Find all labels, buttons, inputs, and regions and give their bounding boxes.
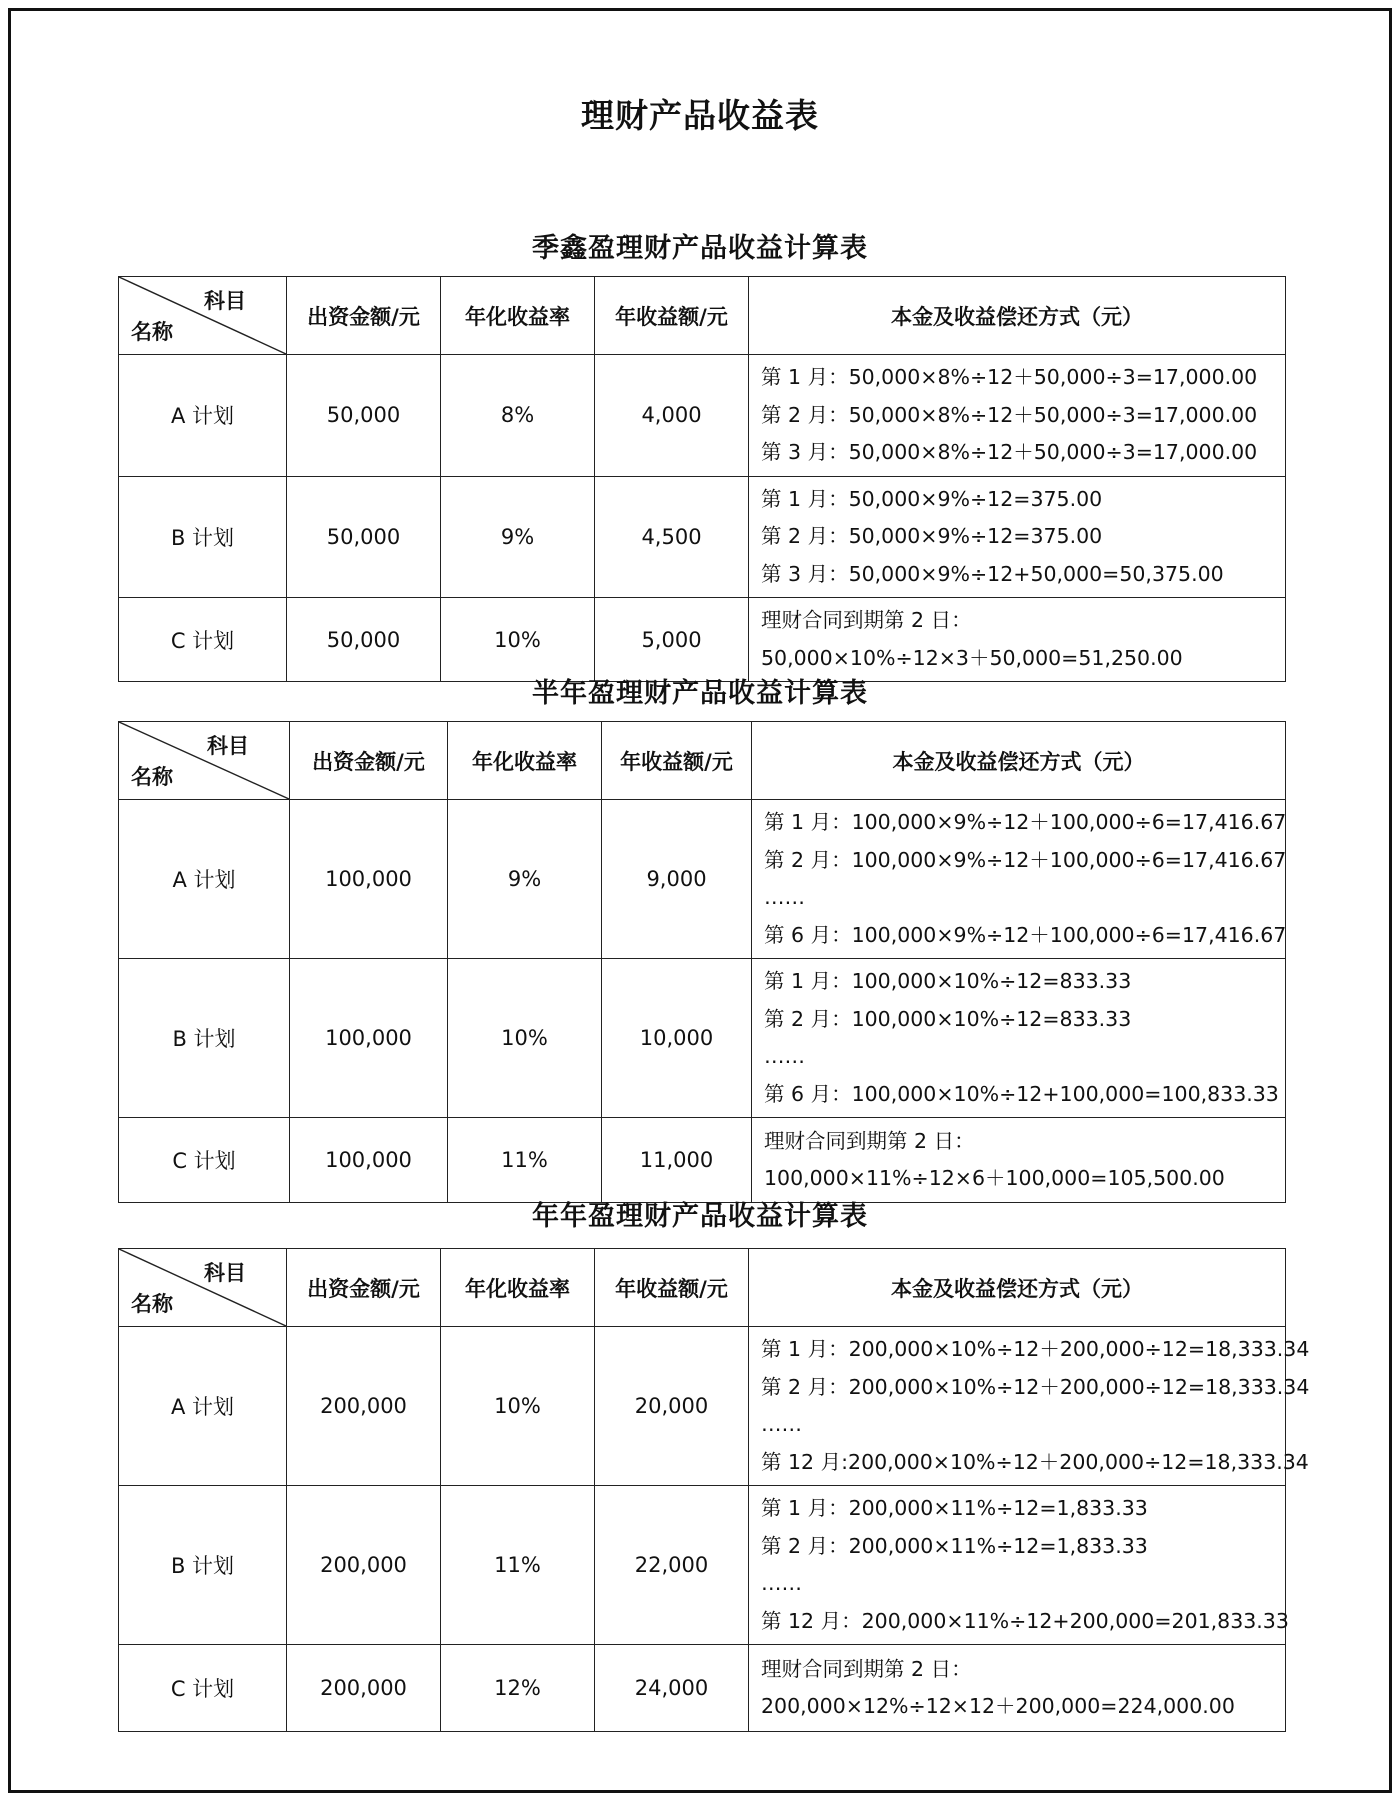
rate-cell: 10% [448,959,602,1118]
table-row [119,355,1286,477]
plan-name: C 计划 [119,1645,287,1732]
header-amount: 出资金额/元 [287,1249,441,1327]
method-line: 第 1 月：100,000×9%÷12＋100,000÷6=17,416.67 [764,810,1287,834]
header-kemu: 科目 [204,1261,246,1285]
rate-cell: 9% [448,800,602,959]
method-line: 理财合同到期第 2 日： [761,608,972,632]
rate-cell: 11% [441,1486,595,1645]
method-line: 第 2 月：200,000×10%÷12＋200,000÷12=18,333.34 [761,1374,1310,1399]
table-row [119,1327,1286,1486]
plan-name: C 计划 [119,598,287,682]
yearly-table [118,1248,1310,1732]
amount-cell: 100,000 [290,800,448,959]
header-amount: 出资金额/元 [287,277,441,355]
header-rate: 年化收益率 [441,1249,595,1327]
income-cell: 4,000 [595,355,749,477]
rate-cell: 8% [441,355,595,477]
amount-cell: 100,000 [290,1118,448,1203]
plan-name: A 计划 [119,355,287,477]
income-cell: 22,000 [595,1486,749,1645]
table-header-row [119,277,1286,355]
method-cell [749,1486,1289,1645]
method-line: 理财合同到期第 2 日： [764,1128,975,1153]
rate-cell: 11% [448,1118,602,1203]
header-rate: 年化收益率 [441,277,595,355]
method-line: 第 1 月：50,000×9%÷12=375.00 [761,486,1103,511]
table-row [119,476,1286,598]
method-line: 第 2 月：50,000×9%÷12=375.00 [761,524,1103,548]
method-cell [752,959,1286,1118]
method-line: 第 2 月：50,000×8%÷12＋50,000÷3=17,000.00 [761,402,1258,427]
plan-name: A 计划 [119,800,290,959]
header-method: 本金及收益偿还方式（元） [749,1249,1286,1327]
header-income: 年收益额/元 [602,722,752,800]
rate-cell: 9% [441,476,595,598]
diagonal-header-cell [119,722,290,800]
table-row [119,959,1286,1118]
header-income: 年收益额/元 [595,277,749,355]
method-line: 第 2 月：100,000×9%÷12＋100,000÷6=17,416.67 [764,847,1287,872]
method-line: 第 1 月：200,000×10%÷12＋200,000÷12=18,333.34 [761,1337,1310,1361]
method-cell [749,476,1286,598]
table-row [119,1645,1286,1732]
header-income: 年收益额/元 [595,1249,749,1327]
quarterly-table [118,276,1286,682]
header-kemu: 科目 [204,289,246,313]
amount-cell: 200,000 [287,1327,441,1486]
method-line: 第 2 月：200,000×11%÷12=1,833.33 [761,1533,1148,1558]
header-kemu: 科目 [207,734,249,758]
table-header-row [119,1249,1286,1327]
method-line: 第 1 月：50,000×8%÷12＋50,000÷3=17,000.00 [761,365,1258,389]
header-mingcheng: 名称 [131,1292,173,1316]
method-cell [749,598,1286,682]
income-cell: 24,000 [595,1645,749,1732]
table-title-halfyear: 半年盈理财产品收益计算表 [532,678,868,709]
plan-name: A 计划 [119,1327,287,1486]
plan-name: B 计划 [119,476,287,598]
method-cell [752,1118,1286,1203]
method-line: 第 3 月：50,000×9%÷12+50,000=50,375.00 [761,561,1224,586]
table-row [119,598,1286,682]
method-line: 第 2 月：100,000×10%÷12=833.33 [764,1006,1132,1031]
method-line: …… [761,1571,802,1595]
method-line: 第 12 月:200,000×10%÷12＋200,000÷12=18,333.34 [761,1449,1309,1474]
halfyear-table [118,721,1286,1203]
method-line: 200,000×12%÷12×12＋200,000=224,000.00 [761,1694,1235,1718]
method-line: 第 6 月：100,000×10%÷12+100,000=100,833.33 [764,1081,1279,1106]
income-cell: 4,500 [595,476,749,598]
method-line: 第 12 月：200,000×11%÷12+200,000=201,833.33 [761,1608,1289,1633]
method-line: 100,000×11%÷12×6＋100,000=105,500.00 [764,1166,1225,1190]
income-cell: 10,000 [602,959,752,1118]
table-row [119,800,1286,959]
method-line: 第 3 月：50,000×8%÷12＋50,000÷3=17,000.00 [761,440,1258,464]
plan-name: C 计划 [119,1118,290,1203]
method-line: …… [764,1044,805,1068]
method-cell [749,1327,1310,1486]
amount-cell: 200,000 [287,1486,441,1645]
method-line: 第 6 月：100,000×9%÷12＋100,000÷6=17,416.67 [764,922,1287,947]
diagonal-header-cell [119,277,287,355]
amount-cell: 50,000 [287,476,441,598]
method-cell [749,355,1286,477]
amount-cell: 200,000 [287,1645,441,1732]
method-cell [752,800,1286,959]
income-cell: 11,000 [602,1118,752,1203]
rate-cell: 12% [441,1645,595,1732]
header-method: 本金及收益偿还方式（元） [752,722,1286,800]
method-line: 第 1 月：200,000×11%÷12=1,833.33 [761,1496,1148,1520]
method-line: …… [764,885,805,909]
amount-cell: 50,000 [287,355,441,477]
method-line: 50,000×10%÷12×3＋50,000=51,250.00 [761,645,1183,670]
table-title-yearly: 年年盈理财产品收益计算表 [532,1201,868,1232]
table-title-quarterly: 季鑫盈理财产品收益计算表 [532,233,868,264]
rate-cell: 10% [441,1327,595,1486]
income-cell: 9,000 [602,800,752,959]
header-rate: 年化收益率 [448,722,602,800]
method-line: 第 1 月：100,000×10%÷12=833.33 [764,969,1132,993]
page-title: 理财产品收益表 [581,96,819,135]
plan-name: B 计划 [119,1486,287,1645]
amount-cell: 50,000 [287,598,441,682]
income-cell: 20,000 [595,1327,749,1486]
header-mingcheng: 名称 [131,320,173,344]
diagonal-header-cell [119,1249,287,1327]
method-line: …… [761,1412,802,1436]
table-row [119,1486,1286,1645]
amount-cell: 100,000 [290,959,448,1118]
plan-name: B 计划 [119,959,290,1118]
header-amount: 出资金额/元 [290,722,448,800]
method-cell [749,1645,1286,1732]
header-mingcheng: 名称 [131,765,173,789]
rate-cell: 10% [441,598,595,682]
table-header-row [119,722,1286,800]
method-line: 理财合同到期第 2 日： [761,1656,972,1681]
header-method: 本金及收益偿还方式（元） [749,277,1286,355]
table-row [119,1118,1286,1203]
income-cell: 5,000 [595,598,749,682]
